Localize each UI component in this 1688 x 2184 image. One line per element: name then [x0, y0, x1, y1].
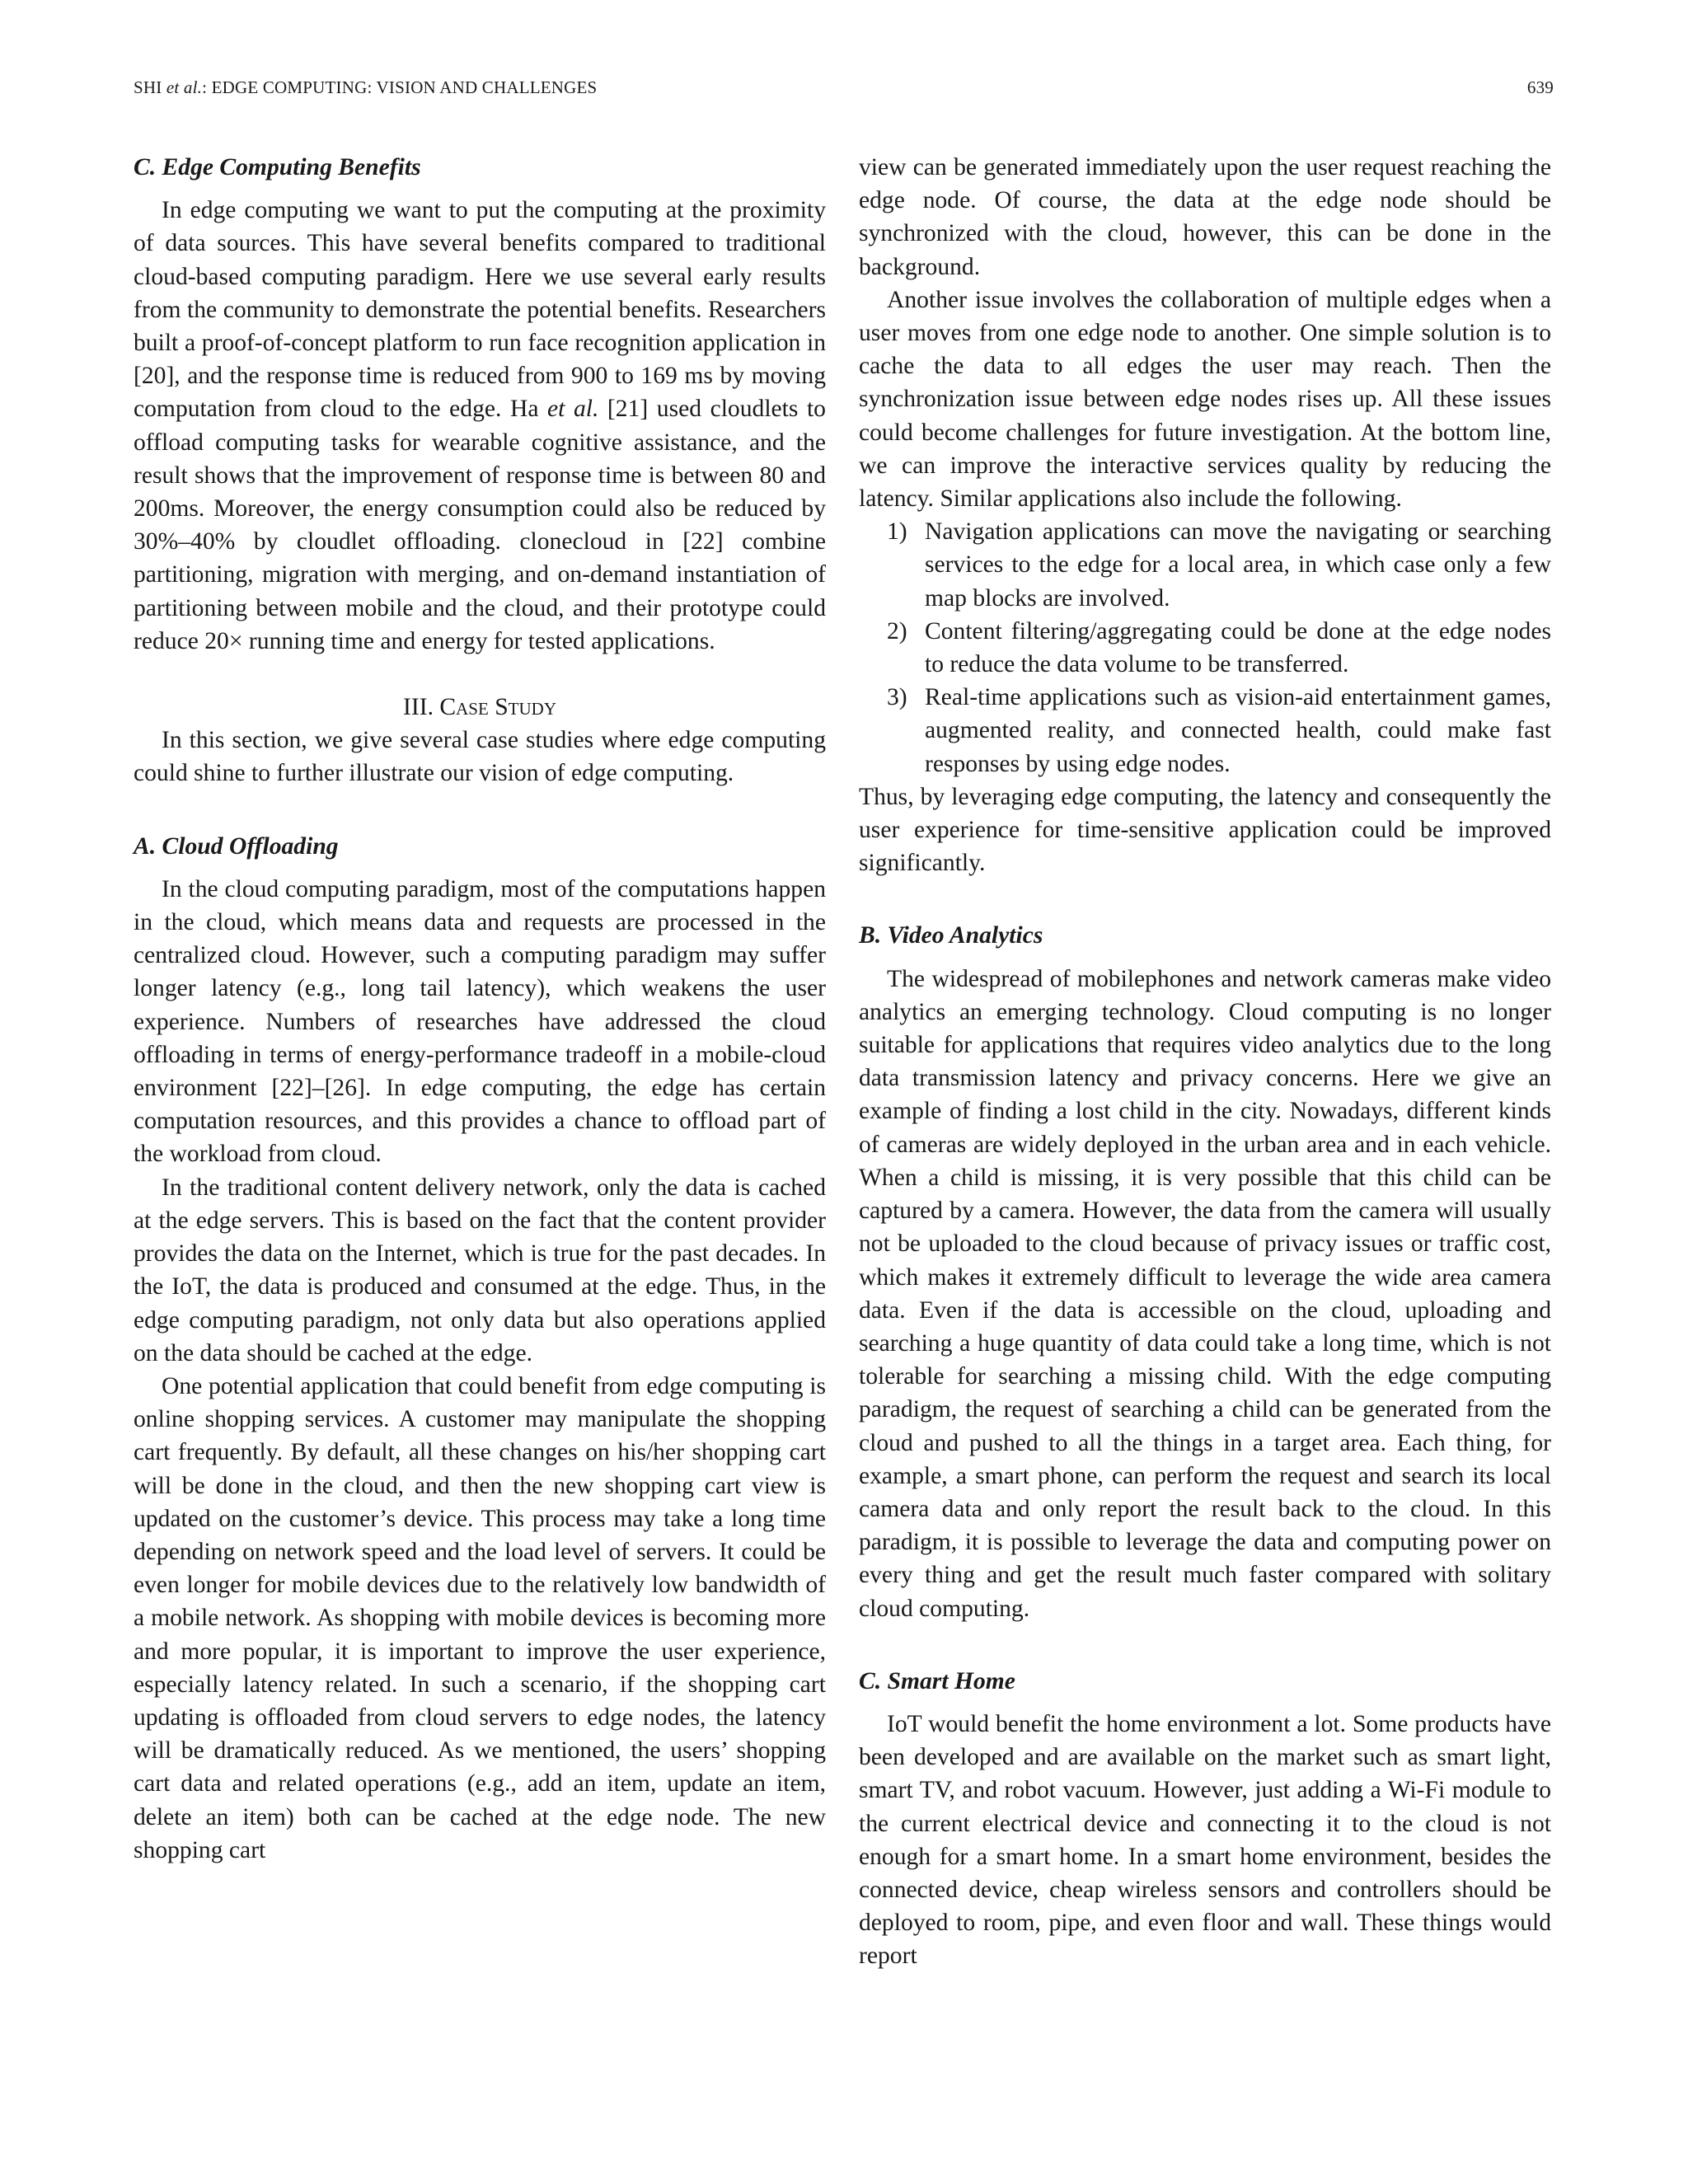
paragraph-benefits	[134, 194, 826, 658]
paragraph-latency-conclusion: Thus, by leveraging edge computing, the latency and consequently the user experience for time-sensitive application could be improved significantly.	[859, 783, 1551, 877]
paragraph-cloud-offloading-continued: view can be generated immediately upon the user request reaching the edge node. Of course, the data at the edge node should be synchronized with the cloud, however, this can be done in the background.	[859, 154, 1551, 280]
applications-list	[859, 515, 1551, 780]
running-head-etal: et al.	[166, 77, 203, 97]
list-item-number: 2)	[887, 617, 907, 644]
running-head-title	[134, 77, 597, 98]
list-item-text: Navigation applications can move the navigating or searching services to the edge for a local area, in which case only a few map blocks are involved.	[925, 518, 1551, 612]
list-item-text: Content filtering/aggregating could be done at the edge nodes to reduce the data volume to be transferred.	[925, 617, 1551, 678]
paragraph-multiple-edges: Another issue involves the collaboration of multiple edges when a user moves from one edge node to another. One simple solution is to cache the data to all edges the user may reach. Then the synchronization issue between edge nodes rises up. All these issues could become challenges for future investigation. At the bottom line, we can improve the interactive services quality by reducing the latency. Similar applications also include the following.	[859, 286, 1551, 513]
section-heading-case-study	[134, 691, 826, 724]
running-head	[134, 77, 1554, 102]
paragraph-smart-home: IoT would benefit the home environment a lot. Some products have been developed and are available on the market such as smart light, smart TV, and robot vacuum. However, just adding a Wi-Fi module to the current electrical device and connecting it to the cloud is not enough for a smart home. In a smart home environment, besides the connected device, cheap wireless sensors and controllers should be deployed to room, pipe, and even floor and wall. These things would report	[859, 1710, 1551, 1970]
running-head-journal-title: : EDGE COMPUTING: VISION AND CHALLENGES	[202, 77, 598, 97]
section-title: Case Study	[439, 694, 556, 721]
section-heading-cloud-offloading: A. Cloud Offloading	[134, 832, 339, 860]
paragraph-benefits-part-1: In edge computing we want to put the computing at the proximity of data sources. This have several benefits compared to traditional cloud-based computing paradigm. Here we use several early results from the community to demonstrate the potential benefits. Researchers built a proof-of-concept platform to run face recognition application in [20], and the response time is reduced from 900 to 169 ms by moving computation from cloud to the edge. Ha	[134, 197, 826, 423]
section-numeral: III.	[403, 694, 440, 721]
paragraph-benefits-etal: et al.	[547, 396, 599, 423]
list-item-number: 1)	[887, 518, 907, 546]
paragraph-cloud-offloading-2: In the traditional content delivery network, only the data is cached at the edge servers. This is based on the fact that the content provider provides the data on the Internet, which is true for the past decades. In the IoT, the data is produced and consumed at the edge. Thus, in the edge computing paradigm, not only data but also operations applied on the data should be cached at the edge.	[134, 1174, 826, 1366]
paragraph-cloud-offloading-1: In the cloud computing paradigm, most of the computations happen in the cloud, which means data and requests are processed in the centralized cloud. However, such a computing paradigm may suffer longer latency (e.g., long tail latency), which weakens the user experience. Numbers of researches have addressed the cloud offloading in terms of energy-performance tradeoff in a mobile-cloud environment [22]–[26]. In edge computing, the edge has certain computation resources, and this provides a chance to offload part of the workload from cloud.	[134, 875, 826, 1168]
running-head-authors: SHI	[134, 77, 166, 97]
list-item-number: 3)	[887, 684, 907, 711]
list-item	[859, 515, 1551, 615]
list-item	[859, 615, 1551, 681]
section-heading-smart-home: C. Smart Home	[859, 1667, 1015, 1694]
page-number: 639	[1526, 77, 1554, 97]
section-heading-edge-computing-benefits: C. Edge Computing Benefits	[134, 154, 421, 180]
left-column	[134, 151, 826, 1867]
section-heading-video-analytics: B. Video Analytics	[859, 922, 1043, 949]
right-column	[859, 151, 1551, 1973]
paragraph-video-analytics: The widespread of mobilephones and network cameras make video analytics an emerging technology. Cloud computing is no longer suitable for applications that requires video analytics due to the long data transmission latency and privacy concerns. Here we give an example of finding a lost child in the city. Nowadays, different kinds of cameras are widely deployed in the urban area and in each vehicle. When a child is missing, it is very possible that this child can be captured by a camera. However, the data from the camera will usually not be uploaded to the cloud because of privacy issues or traffic cost, which makes it extremely difficult to leverage the wide area camera data. Even if the data is accessible on the cloud, uploading and searching a huge quantity of data could take a long time, which is not tolerable for searching a missing child. With the edge computing paradigm, the request of searching a child can be generated from the cloud and pushed to all the things in a target area. Each thing, for example, a smart phone, can perform the request and search its local camera data and only report the result back to the cloud. In this paradigm, it is possible to leverage the data and computing power on every thing and get the result much faster compared with solitary cloud computing.	[859, 965, 1551, 1622]
paragraph-case-study-intro: In this section, we give several case studies where edge computing could shine to further illustrate our vision of edge computing.	[134, 727, 826, 787]
paragraph-cloud-offloading-3: One potential application that could benefit from edge computing is online shopping services. A customer may manipulate the shopping cart frequently. By default, all these changes on his/her shopping cart will be done in the cloud, and then the new shopping cart view is updated on the customer’s device. This process may take a long time depending on network speed and the load level of servers. It could be even longer for mobile devices due to the relatively low bandwidth of a mobile network. As shopping with mobile devices is becoming more and more popular, it is important to improve the user experience, especially latency related. In such a scenario, if the shopping cart updating is offloaded from cloud servers to edge nodes, the latency will be dramatically reduced. As we mentioned, the users’ shopping cart data and related operations (e.g., add an item, update an item, delete an item) both can be cached at the edge node. The new shopping cart	[134, 1372, 826, 1863]
list-item-text: Real-time applications such as vision-aid entertainment games, augmented reality, and connected health, could make fast responses by using edge nodes.	[925, 684, 1551, 777]
list-item	[859, 681, 1551, 780]
paragraph-benefits-part-2: [21] used cloudlets to offload computing tasks for wearable cognitive assistance, and the result shows that the improvement of response time is between 80 and 200ms. Moreover, the energy consumption could also be reduced by 30%–40% by cloudlet offloading. clonecloud in [22] combine partitioning, migration with merging, and on-demand instantiation of partitioning between mobile and the cloud, and their prototype could reduce 20× running time and energy for tested applications.	[134, 396, 826, 654]
